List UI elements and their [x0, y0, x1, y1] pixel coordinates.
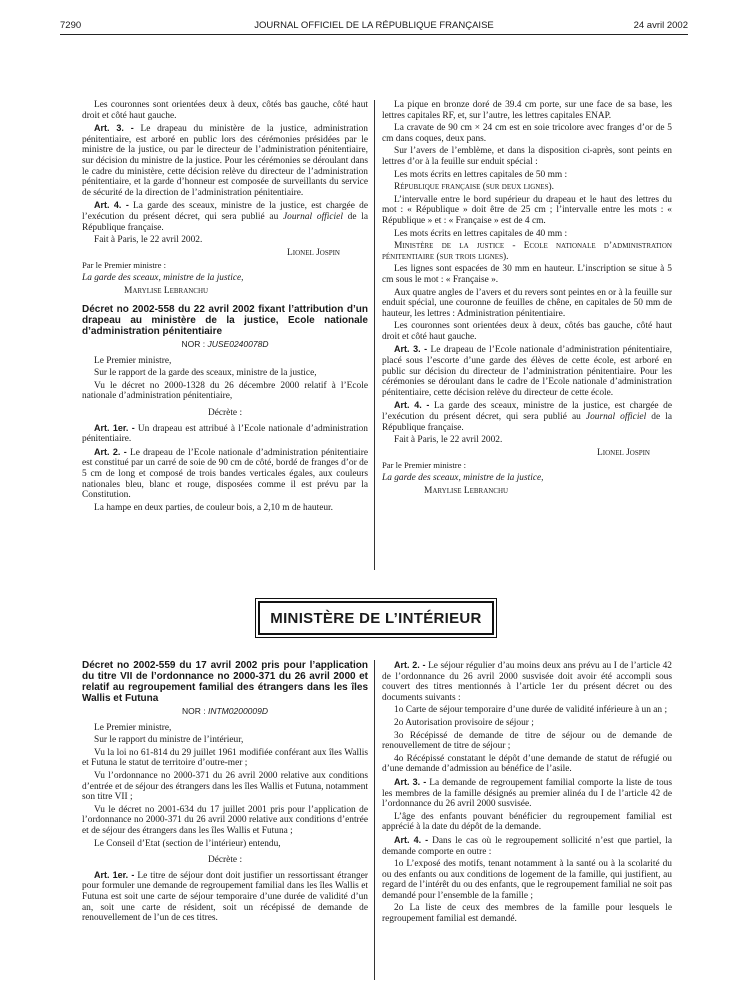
decrete: Décrète : — [207, 855, 243, 866]
paragraph: L’intervalle entre le bord supérieur du drapeau et le haut des lettres du mot : « République » doit être de 25 cm ; l’intervalle entre les mots : « République » et : « Française » est de 4 cm. — [382, 194, 672, 226]
paragraph: Sur l’avers de l’emblème, et dans la disposition ci-après, sont peints en lettres d’or à la feuille sur enduit spécial : — [382, 146, 672, 167]
rapport: Sur le rapport de la garde des sceaux, ministre de la justice, — [94, 368, 317, 379]
article-1: Art. 1er. - Un drapeau est attribué à l’Ecole nationale d’administration pénitentiaire. — [82, 422, 368, 445]
garde-des-sceaux: La garde des sceaux, ministre de la justice, — [382, 473, 544, 483]
article-3: Art. 3. - Le drapeau du ministère de la justice, administration pénitentiaire, est arboré en public lors des cérémonies présidées par le ministre de la justice, ou par le directeur de l’administration pénitentiaire, sur décision du ministre de la justice. Pour les cérémonies se déroulant dans le cadre du ministère, cette décision relève du directeur de l’administration pénitentiaire, et la garde d’honneur est composée de surveillants du service de sécurité de la direction de l’administration pénitentiaire. — [82, 123, 368, 198]
premier-ministre: Le Premier ministre, — [94, 722, 172, 733]
decree-559-nor: NOR : INTM0200009D — [182, 706, 268, 716]
article-3: Art. 3. - Le drapeau de l’Ecole nationale d’administration pénitentiaire, placé sous l’escorte d’une garde des élèves de cette école, est arboré en public sur décision du directeur de l’administration pénitentiaire. Pour les cérémonies se déroulant dans le cadre de l’Ecole nationale d’administration pénitentiaire, cette décision relève du directeur de cette école. — [382, 344, 672, 398]
paragraph: République française (sur deux lignes). — [394, 182, 554, 193]
fait-a-paris: Fait à Paris, le 22 avril 2002. — [94, 235, 203, 246]
visa: Vu le décret no 2001-634 du 17 juillet 2001 pris pour l’application de l’ordonnance no 2000-371 du 26 avril 2000 relative aux conditions d’entrée et de séjour des étrangers dans les îles Wallis et Futuna ; — [82, 804, 368, 836]
list-item: 2o Autorisation provisoire de séjour ; — [394, 717, 534, 728]
paragraph: Les mots écrits en lettres capitales de 40 mm : — [394, 228, 568, 239]
par-le-premier-ministre: Par le Premier ministre : — [82, 260, 167, 271]
left-top-column — [82, 100, 368, 515]
article-4: Art. 4. - La garde des sceaux, ministre de la justice, est chargée de l’exécution du présent décret, qui sera publié au Journal officiel de la République française. — [382, 400, 672, 433]
decrete: Décrète : — [207, 408, 243, 419]
paragraph: La pique en bronze doré de 39.4 cm porte, sur une face de sa base, les lettres capitales RF, et, sur l’autre, les lettres capitales ENAP. — [382, 100, 672, 121]
visa: Vu le décret no 2000-1328 du 26 décembre 2000 relatif à l’Ecole nationale d’administration pénitentiaire, — [82, 380, 368, 402]
article-4: Art. 4. - Dans le cas où le regroupement sollicité n’est que partiel, la demande comporte en outre : — [382, 834, 673, 857]
column-divider — [374, 100, 375, 570]
signature-pm: Lionel Jospin — [287, 247, 340, 258]
paragraph: L’âge des enfants pouvant bénéficier du regroupement familial est apprécié à la date du dépôt de la demande. — [382, 811, 672, 833]
list-item: 3o Récépissé de demande de titre de séjour ou de demande de renouvellement de titre de séjour ; — [382, 730, 672, 752]
garde-des-sceaux: La garde des sceaux, ministre de la justice, — [82, 272, 244, 283]
paragraph: Aux quatre angles de l’avers et du revers sont peintes en or à la feuille sur enduit spécial, une couronne de feuilles de chêne, en capitales de 50 mm de hauteur, les lettres : Administration pénitentiaire. — [382, 287, 672, 319]
paragraph: La cravate de 90 cm × 24 cm est en soie tricolore avec franges d’or de 5 cm dans coques, deux pans. — [382, 123, 672, 144]
list-item: 1o L’exposé des motifs, tenant notamment à la santé ou à la scolarité du ou des enfants ou aux conditions de logement de la famille, qui justifient, au regard de l’intérêt du ou des enfants, que le regroupement familial ne soit pas demandé pour l’ensemble de la famille ; — [382, 859, 673, 901]
page-number: 7290 — [60, 20, 82, 31]
running-header — [60, 18, 688, 34]
conseil-etat: Le Conseil d’Etat (section de l’intérieur) entendu, — [94, 838, 281, 849]
column-divider — [374, 660, 375, 980]
paragraph: Les couronnes sont orientées deux à deux, côtés bas gauche, côté haut droit et côté haut gauche. — [382, 321, 672, 342]
article-1: Art. 1er. - Le titre de séjour dont doit justifier un ressortissant étranger pour formuler une demande de regroupement familial dans les îles Wallis et Futuna est soit une carte de séjour temporaire d’une durée de validité d’un an, soit une carte de résident, soit un récépissé de demande de renouvellement de l’un de ces titres. — [82, 869, 368, 924]
article-2: Art. 2. - Le drapeau de l’Ecole nationale d’administration pénitentiaire est constitué par un carré de soie de 90 cm de côté, bordé de franges d’or de 5 cm de long et composé de trois bandes verticales égales, aux couleurs nationales bleu, blanc et rouge, disposées comme il est prévu par la Constitution. — [82, 446, 368, 501]
signature-pm: Lionel Jospin — [597, 447, 650, 458]
signature-minister: Marylise Lebranchu — [424, 485, 509, 496]
paragraph: La hampe en deux parties, de couleur bois, a 2,10 m de hauteur. — [94, 502, 333, 513]
visa: Vu l’ordonnance no 2000-371 du 26 avril 2000 relative aux conditions d’entrée et de séjour des étrangers dans les îles Wallis et Futuna, notamment son titre VII ; — [82, 770, 368, 803]
article-3: Art. 3. - La demande de regroupement familial comporte la liste de tous les membres de la famille désignés au premier alinéa du I de l’article 42 de l’ordonnance du 26 avril 2000 susvisée. — [382, 776, 672, 810]
left-bottom-column — [82, 660, 368, 926]
par-le-premier-ministre: Par le Premier ministre : — [382, 460, 467, 471]
decree-559-title: Décret no 2002-559 du 17 avril 2002 pris pour l’application du titre VII de l’ordonnance no 2000-371 du 26 avril 2000 et relatif au regroupement familial des étrangers dans les îles Wallis et Futuna — [82, 660, 368, 704]
paragraph: Les couronnes sont orientées deux à deux, côtés bas gauche, côté haut droit et côté haut gauche. — [82, 100, 368, 121]
visa: Vu la loi no 61-814 du 29 juillet 1961 modifiée conférant aux îles Wallis et Futuna le statut de territoire d’outre-mer ; — [82, 747, 368, 769]
fait-a-paris: Fait à Paris, le 22 avril 2002. — [394, 435, 503, 446]
list-item: 4o Récépissé constatant le dépôt d’une demande de statut de réfugié ou d’une demande d’admission au bénéfice de l’asile. — [382, 753, 672, 775]
decree-558-title: Décret no 2002-558 du 22 avril 2002 fixant l’attribution d’un drapeau au ministère de la justice, Ecole nationale d’administration pénitentiaire — [82, 304, 368, 338]
article-2: Art. 2. - Le séjour régulier d’au moins deux ans prévu au I de l’article 42 de l’ordonnance du 26 avril 2000 susvisée doit avoir été accompli sous couvert des titres mentionnés à l’article 1er du présent décret ou des documents suivants : — [382, 660, 672, 703]
premier-ministre: Le Premier ministre, — [94, 355, 172, 366]
signature-minister: Marylise Lebranchu — [124, 285, 209, 296]
issue-date: 24 avril 2002 — [633, 20, 688, 31]
ministry-heading: MINISTÈRE DE L’INTÉRIEUR — [258, 601, 494, 635]
decree-558-nor: NOR : JUSE0240078D — [181, 339, 269, 350]
rapport: Sur le rapport du ministre de l’intérieur, — [94, 735, 244, 746]
article-4: Art. 4. - La garde des sceaux, ministre de la justice, est chargée de l’exécution du présent décret, qui sera publié au Journal officiel de la République française. — [82, 200, 368, 233]
header-rule — [60, 34, 688, 35]
journal-title: JOURNAL OFFICIEL DE LA RÉPUBLIQUE FRANÇAISE — [254, 20, 494, 31]
right-bottom-column — [382, 660, 672, 927]
list-item: 2o La liste de ceux des membres de la famille pour lesquels le regroupement familial est demandé. — [382, 903, 672, 925]
paragraph: Les mots écrits en lettres capitales de 50 mm : — [394, 169, 568, 180]
paragraph: Ministère de la justice - Ecole nationale d’administration pénitentiaire (sur trois lignes). — [382, 241, 672, 262]
paragraph: Les lignes sont espacées de 30 mm en hauteur. L’inscription se situe à 5 cm sous le mot : « Française ». — [382, 264, 672, 285]
right-top-column — [382, 100, 672, 498]
list-item: 1o Carte de séjour temporaire d’une durée de validité inférieure à un an ; — [394, 705, 668, 716]
